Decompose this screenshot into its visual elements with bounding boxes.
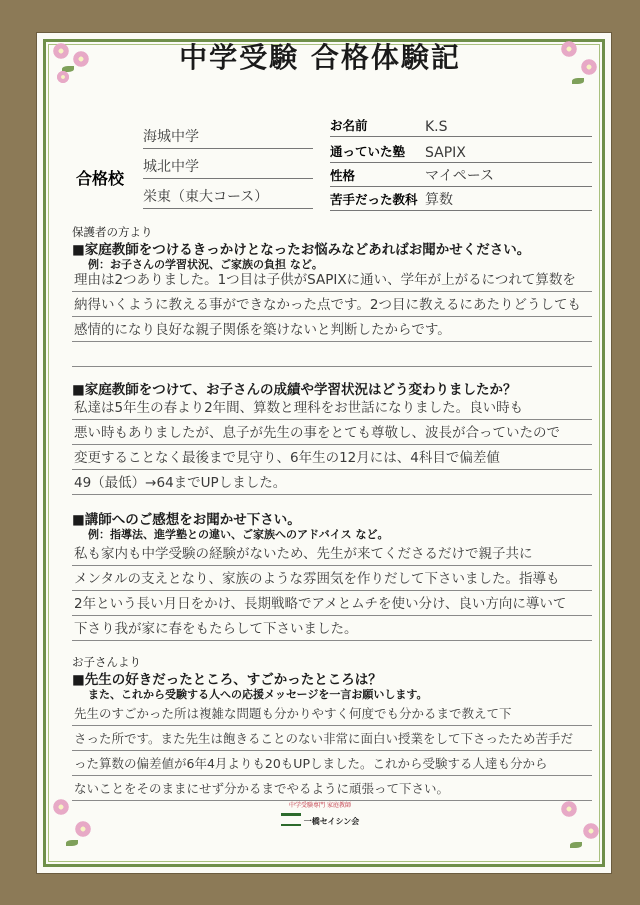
- answer-line: 理由は2つありました。1つ目は子供がSAPIXに通い、学年が上がるにつれて算数を: [72, 266, 592, 292]
- cram-school-label: 通っていた塾: [330, 144, 406, 159]
- question-2: ■家庭教師をつけて、お子さんの成績や学習状況はどう変わりましたか？: [72, 382, 517, 398]
- personality-label: 性格: [330, 168, 356, 183]
- leaf-icon: [572, 78, 584, 84]
- school-item: 栄東（東大コース）: [143, 186, 313, 209]
- footer-tagline: 中学受験専門 家庭教師: [289, 802, 351, 809]
- leaf-icon: [66, 840, 78, 846]
- question-3-example: 例：指導法、進学塾との違い、ご家族へのアドバイス など。: [88, 528, 389, 541]
- name-label: お名前: [330, 118, 368, 133]
- question-4-sub: また、これから受験する人への応援メッセージを一言お願いします。: [88, 688, 428, 701]
- school-item: 城北中学: [143, 156, 313, 179]
- guardian-heading: 保護者の方より: [72, 225, 153, 239]
- weak-subject-label: 苦手だった教科: [330, 192, 418, 207]
- personality-row: [330, 166, 592, 187]
- footer-company: 一橋セイシン会: [303, 817, 360, 826]
- answer-line: 感情的になり良好な親子関係を築けないと判断したからです。: [72, 316, 592, 342]
- answer-line: ないことをそのままにせず分かるまでやるように頑張って下さい。: [72, 775, 592, 801]
- cram-school-value: SAPIX: [425, 145, 466, 161]
- question-1-example: 例：お子さんの学習状況、ご家族の負担 など。: [88, 258, 323, 271]
- answer-line: 変更することなく最後まで見守り、6年生の12月には、4科目で偏差値: [72, 444, 592, 470]
- answer-line: [72, 341, 592, 367]
- answer-line: さった所です。また先生は飽きることのない非常に面白い授業をして下さったため苦手だ: [72, 725, 592, 751]
- footer-brand: [0, 800, 640, 828]
- answer-line: 私達は5年生の春より2年間、算数と理科をお世話になりました。良い時も: [72, 394, 592, 420]
- question-1: ■家庭教師をつけるきっかけとなったお悩みなどあればお聞かせください。: [72, 242, 531, 258]
- page-title: 中学受験 合格体験記: [179, 41, 461, 74]
- answer-line: 49（最低）→64までUPしました。: [72, 469, 592, 495]
- name-row: [330, 116, 592, 137]
- answer-line: 納得いくように教える事ができなかった点です。2つ目に教えるにあたりどうしても: [72, 291, 592, 317]
- answer-line: った算数の偏差値が6年4月よりも20もUPしました。これから受験する人達も分から: [72, 750, 592, 776]
- logo-icon: [281, 813, 301, 826]
- answer-line: 悪い時もありましたが、息子が先生の事をとても尊敬し、波長が合っていたので: [72, 419, 592, 445]
- weak-subject-value: 算数: [425, 192, 453, 208]
- answer-line: 先生のすごかった所は複雑な問題も分かりやすく何度でも分かるまで教えて下: [72, 700, 592, 726]
- child-heading: お子さんより: [72, 655, 141, 669]
- leaf-icon: [570, 842, 582, 848]
- answer-line: 下さり我が家に春をもたらして下さいました。: [72, 615, 592, 641]
- question-4: ■先生の好きだったところ、すごかったところは？: [72, 672, 382, 688]
- name-value: K.S: [425, 119, 448, 135]
- answer-line: メンタルの支えとなり、家族のような雰囲気を作りだして下さいました。指導も: [72, 565, 592, 591]
- personality-value: マイペース: [425, 168, 495, 184]
- weak-subject-row: [330, 190, 592, 211]
- cram-school-row: [330, 142, 592, 163]
- answer-line: 2年という長い月日をかけ、長期戦略でアメとムチを使い分け、良い方向に導いて: [72, 590, 592, 616]
- question-3: ■講師へのご感想をお聞かせ下さい。: [72, 512, 301, 528]
- school-item: 海城中学: [143, 126, 313, 149]
- answer-line: 私も家内も中学受験の経験がないため、先生が来てくださるだけで親子共に: [72, 540, 592, 566]
- passed-schools-label: 合格校: [76, 169, 125, 188]
